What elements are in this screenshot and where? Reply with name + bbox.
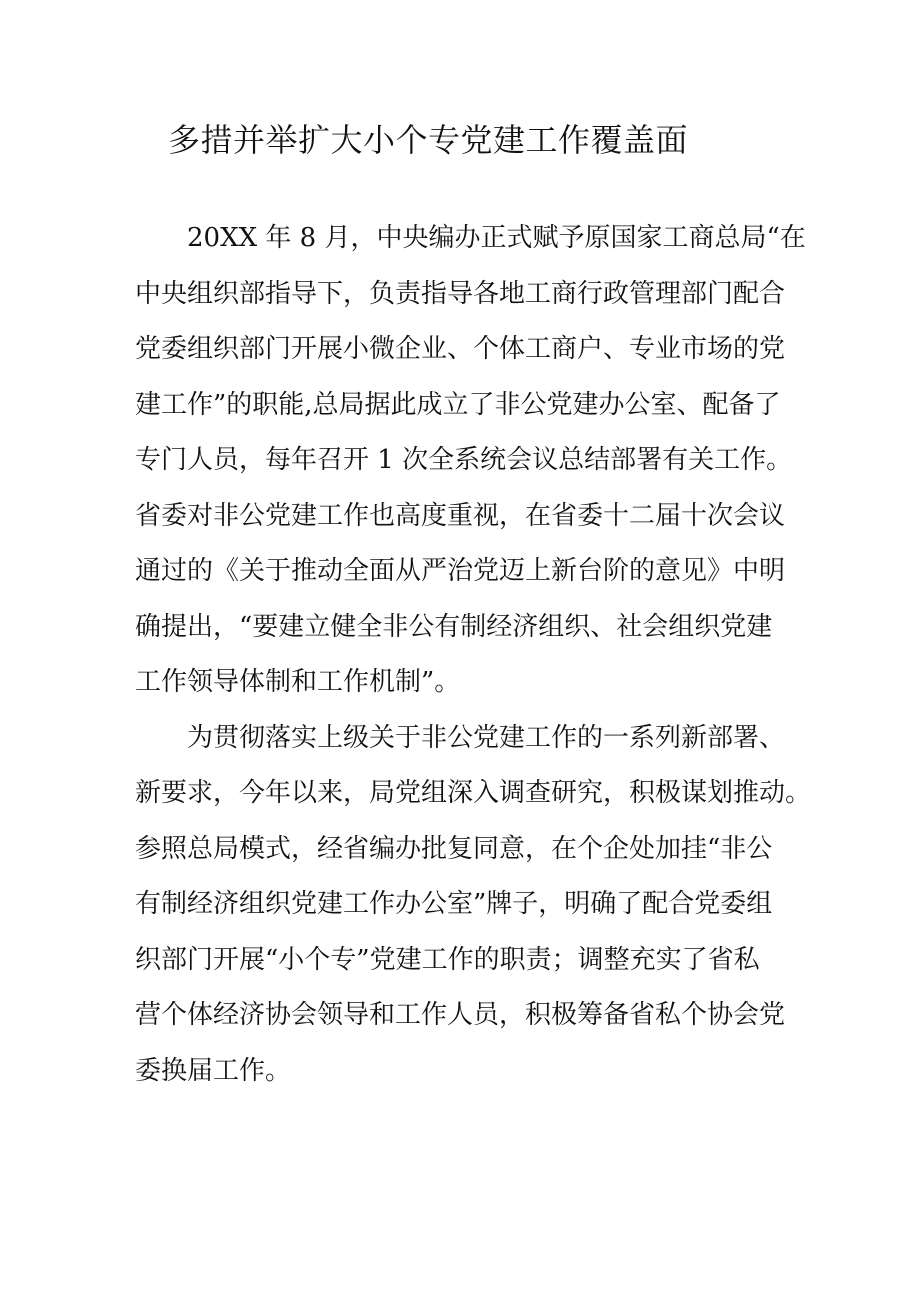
document-title: 多措并举扩大小个专党建工作覆盖面	[168, 121, 689, 159]
text-line: 为贯彻落实上级关于非公党建工作的一系列新部署、	[187, 722, 786, 753]
text-line: 省委对非公党建工作也高度重视，在省委十二届十次会议	[135, 500, 786, 531]
text-line: 通过的《关于推动全面从严治党迈上新台阶的意见》中明	[135, 556, 786, 586]
text-line: 有制经济组织党建工作办公室”牌子，明确了配合党委组	[135, 889, 773, 919]
text-line: 中央组织部指导下，负责指导各地工商行政管理部门配合	[135, 278, 786, 309]
text-line: 营个体经济协会领导和工作人员，积极筹备省私个协会党	[135, 1000, 786, 1030]
text-line: 专门人员，每年召开 1 次全系统会议总结部署有关工作。	[135, 445, 793, 475]
text-line: 参照总局模式，经省编办批复同意，在个企处加挂“非公	[135, 833, 773, 864]
document-body	[135, 220, 815, 1108]
text-line: 新要求，今年以来，局党组深入调查研究，积极谋划推动。	[135, 778, 812, 808]
text-line: 织部门开展“小个专”党建工作的职责；调整充实了省私	[135, 944, 760, 975]
text-line: 党委组织部门开展小微企业、个体工商户、专业市场的党	[135, 334, 786, 364]
text-line: 20XX 年 8 月，中央编办正式赋予原国家工商总局“在	[187, 223, 806, 253]
paragraph-1	[135, 220, 815, 720]
text-line: 确提出，“要建立健全非公有制经济组织、社会组织党建	[135, 611, 773, 642]
text-line: 建工作”的职能,总局据此成立了非公党建办公室、配备了	[135, 389, 781, 420]
text-line: 工作领导体制和工作机制”。	[135, 667, 461, 697]
text-line: 委换届工作。	[135, 1055, 292, 1086]
paragraph-2	[135, 720, 815, 1109]
